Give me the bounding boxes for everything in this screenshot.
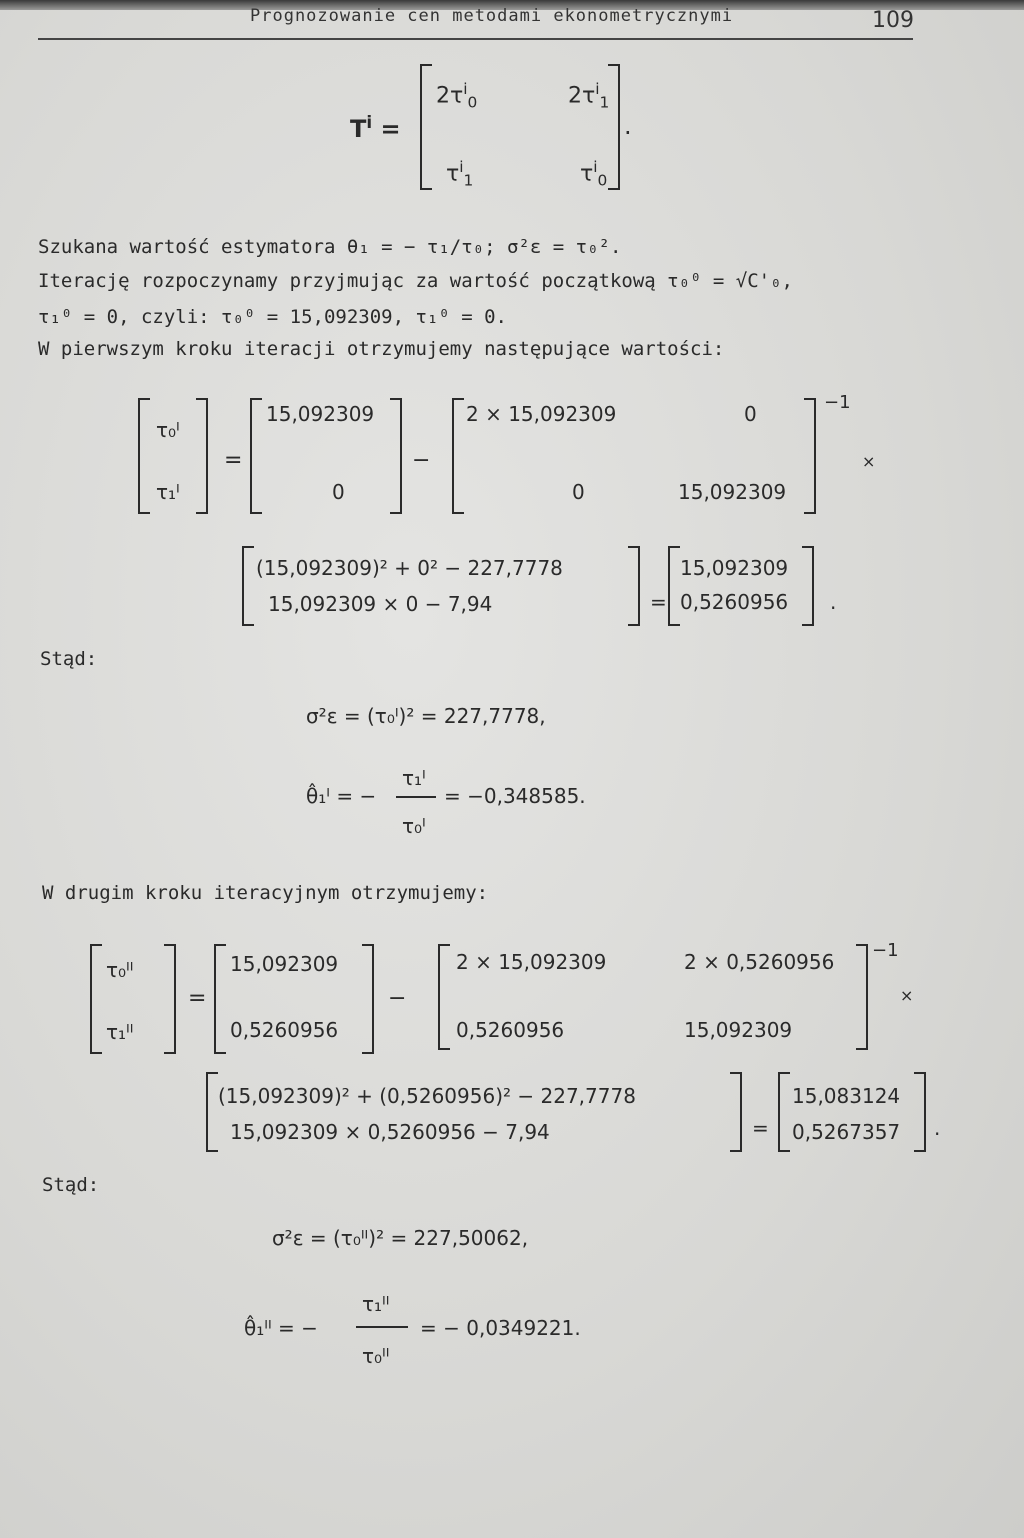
step1-m-left-bracket [452,398,464,514]
step2-var-tau0: τ₀ᴵᴵ [106,958,134,982]
step2-m22: 15,092309 [684,1018,793,1042]
step2-r-left-bracket [206,1072,218,1152]
result2-theta-lhs: θ̂₁ᴵᴵ = − [244,1316,318,1340]
step1-m12: 0 [744,402,757,426]
step1-m-right-bracket [804,398,816,514]
intro-line-2: Iterację rozpoczynamy przyjmując za wartość początkową τ₀⁰ = √C'₀, [38,270,793,292]
step2-b2: 0,5260956 [230,1018,339,1042]
step1-b-left-bracket [250,398,262,514]
result2-theta-value: = − 0,0349221. [420,1316,581,1340]
matrix-t-a11: $2\tau^i_0$ [436,80,478,112]
result2-fraction-bar [356,1326,408,1328]
step1-vec-right-bracket [196,398,208,514]
step1-b2: 0 [332,480,345,504]
minus-sign: − [388,986,407,1011]
step2-res-right-bracket [914,1072,926,1152]
step1-r-left-bracket [242,546,254,626]
step2-b-left-bracket [214,944,226,1054]
result1-theta-lhs: θ̂₁ᴵ = − [306,784,377,808]
step1-var-tau0: τ₀ᴵ [156,418,180,442]
result1-theta-value: = −0,348585. [444,784,586,808]
header-rule [38,38,913,40]
step2-r-right-bracket [730,1072,742,1152]
step2-vec-left-bracket [90,944,102,1054]
intro-line-4: W pierwszym kroku iteracji otrzymujemy następujące wartości: [38,338,725,360]
matrix-t-a21: $\tau^i_1$ [446,158,474,190]
matrix-t-superscript: i [366,112,373,132]
matrix-t-a12: $2\tau^i_1$ [568,80,610,112]
stad-label-2: Stąd: [42,1174,100,1196]
result1-sigma: σ²ε = (τ₀ᴵ)² = 227,7778, [306,704,546,728]
step1-m21: 0 [572,480,585,504]
matrix-t-equals: = [380,115,401,143]
result2-sigma: σ²ε = (τ₀ᴵᴵ)² = 227,50062, [272,1226,529,1250]
stad-label-1: Stąd: [40,648,98,670]
equals-sign: = [224,448,243,473]
minus-sign: − [412,448,431,473]
step2-m-left-bracket [438,944,450,1050]
step2-vec-right-bracket [164,944,176,1054]
step2-intro: W drugim kroku iteracyjnym otrzymujemy: [42,882,489,904]
step1-r1: (15,092309)² + 0² − 227,7778 [256,556,563,580]
step2-r2: 15,092309 × 0,5260956 − 7,94 [230,1120,550,1144]
step2-res1: 15,083124 [792,1084,901,1108]
result1-theta-den: τ₀ᴵ [402,814,426,838]
step1-period: . [830,590,837,614]
step1-m11: 2 × 15,092309 [466,402,617,426]
step2-r1: (15,092309)² + (0,5260956)² − 227,7778 [218,1084,636,1108]
result2-theta-num: τ₁ᴵᴵ [362,1292,390,1316]
step2-m12: 2 × 0,5260956 [684,950,835,974]
step2-inverse: −1 [872,940,899,961]
matrix-t-period: . [624,112,632,140]
step1-res2: 0,5260956 [680,590,789,614]
equals-sign: = [752,1116,769,1140]
page-number: 109 [872,8,914,33]
step2-res2: 0,5267357 [792,1120,901,1144]
matrix-t-a22: $\tau^i_0$ [580,158,608,190]
step1-r2: 15,092309 × 0 − 7,94 [268,592,493,616]
step2-var-tau1: τ₁ᴵᴵ [106,1020,134,1044]
step2-b-right-bracket [362,944,374,1054]
step1-m22: 15,092309 [678,480,787,504]
step1-var-tau1: τ₁ᴵ [156,480,180,504]
step2-m11: 2 × 15,092309 [456,950,607,974]
step2-b1: 15,092309 [230,952,339,976]
step2-times: × [900,986,914,1005]
intro-line-3: τ₁⁰ = 0, czyli: τ₀⁰ = 15,092309, τ₁⁰ = 0. [38,306,507,328]
result1-fraction-bar [396,796,436,798]
matrix-t-symbol: T [350,115,367,143]
step1-r-right-bracket [628,546,640,626]
step1-b-right-bracket [390,398,402,514]
step1-res1: 15,092309 [680,556,789,580]
equals-sign: = [650,590,667,614]
step1-res-right-bracket [802,546,814,626]
step1-inverse: −1 [824,392,851,413]
step1-res-left-bracket [668,546,680,626]
step2-res-left-bracket [778,1072,790,1152]
running-header: Prognozowanie cen metodami ekonometrycznymi [250,6,734,26]
result2-theta-den: τ₀ᴵᴵ [362,1344,390,1368]
step2-m-right-bracket [856,944,868,1050]
step2-m21: 0,5260956 [456,1018,565,1042]
step1-vec-left-bracket [138,398,150,514]
step2-period: . [934,1116,941,1140]
step1-times: × [862,452,876,471]
step1-b1: 15,092309 [266,402,375,426]
result1-theta-num: τ₁ᴵ [402,766,426,790]
intro-line-1: Szukana wartość estymatora θ₁ = − τ₁/τ₀; σ²ε = τ₀². [38,236,622,258]
matrix-t-left-bracket [420,64,432,190]
matrix-t-right-bracket [608,64,620,190]
equals-sign: = [188,986,207,1011]
